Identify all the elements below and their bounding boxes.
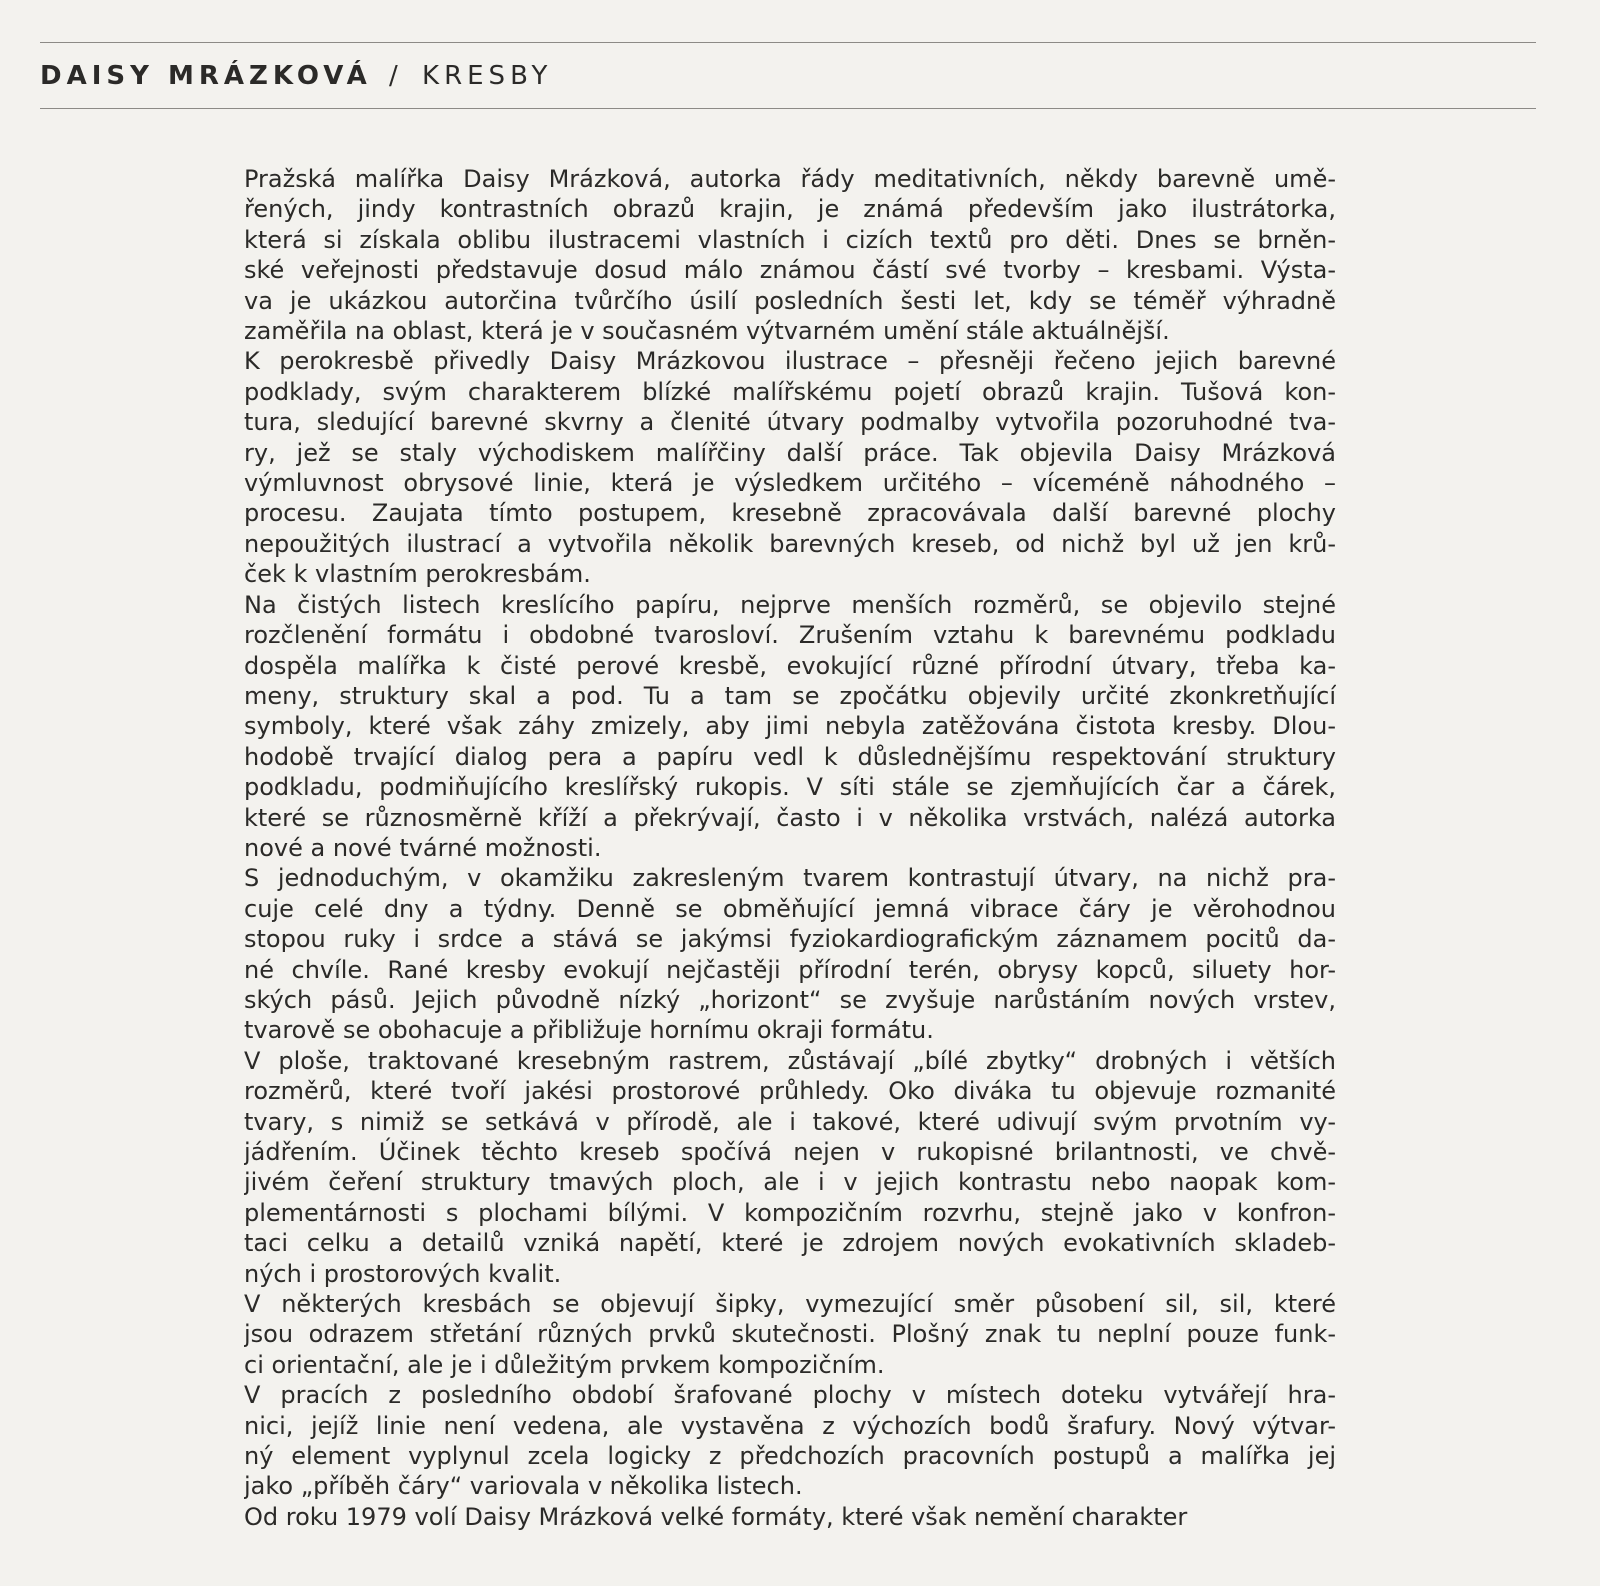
text-line: S jednoduchým, v okamžiku zakresleným tvarem kontrastují útvary, na nichž pra-: [244, 864, 1336, 893]
text-line: tvary, s nimiž se setkává v přírodě, ale i takové, které udivují svým prvotním vy-: [244, 1107, 1336, 1136]
text-line: podkladu, podmiňujícího kreslířský rukopis. V síti stále se zjemňujících čar a čárek,: [244, 773, 1336, 802]
text-line: ry, jež se staly východiskem malířčiny další práce. Tak objevila Daisy Mrázková: [244, 438, 1336, 467]
text-line: ných i prostorových kvalit.: [244, 1259, 562, 1288]
header-top-rule: [40, 42, 1536, 43]
text-line: jsou odrazem střetání různých prvků skutečnosti. Plošný znak tu neplní pouze funk-: [244, 1320, 1336, 1349]
text-line: výmluvnost obrysové linie, která je výsledkem určitého – víceméně náhodného –: [244, 469, 1336, 498]
text-line: dospěla malířka k čisté perové kresbě, evokující různé přírodní útvary, třeba ka-: [244, 651, 1336, 680]
text-line: řených, jindy kontrastních obrazů krajin, je známá především jako ilustrátorka,: [244, 195, 1336, 224]
paragraph: [244, 1046, 1336, 1289]
header-bottom-rule: [40, 108, 1536, 109]
text-line: symboly, které však záhy zmizely, aby jimi nebyla zatěžována čistota kresby. Dlou-: [244, 712, 1336, 741]
text-line: hodobě trvající dialog pera a papíru vedl k důslednějšímu respektování struktury: [244, 742, 1336, 771]
text-line: nici, jejíž linie není vedena, ale vystavěna z výchozích bodů šrafury. Nový výtvar-: [244, 1411, 1336, 1440]
text-line: ci orientační, ale je i důležitým prvkem kompozičním.: [244, 1350, 885, 1379]
header-separator: /: [388, 61, 403, 91]
text-line: zaměřila na oblast, která je v současném výtvarném umění stále aktuálnější.: [244, 317, 1170, 346]
text-line: tvarově se obohacuje a přibližuje hornímu okraji formátu.: [244, 1016, 934, 1045]
paragraph: [244, 1289, 1336, 1380]
text-line: procesu. Zaujata tímto postupem, kresebně zpracovávala další barevné plochy: [244, 499, 1336, 528]
text-line: V pracích z posledního období šrafované plochy v místech doteku vytvářejí hra-: [244, 1381, 1336, 1410]
text-line: rozměrů, které tvoří jakési prostorové průhledy. Oko diváka tu objevuje rozmanité: [244, 1077, 1336, 1106]
text-line: tura, sledující barevné skvrny a členité útvary podmalby vytvořila pozoruhodné tva-: [244, 408, 1336, 437]
header-author: DAISY MRÁZKOVÁ: [40, 61, 372, 91]
body-text: [244, 164, 1336, 1532]
text-line: ské veřejnosti představuje dosud málo známou částí své tvorby – kresbami. Výsta-: [244, 256, 1336, 285]
text-line: ských pásů. Jejich původně nízký „horizont“ se zvyšuje narůstáním nových vrstev,: [244, 985, 1336, 1014]
text-line: ček k vlastním perokresbám.: [244, 560, 591, 589]
text-line: va je ukázkou autorčina tvůrčího úsilí posledních šesti let, kdy se téměř výhradně: [244, 286, 1336, 315]
text-line: plementárnosti s plochami bílými. V kompozičním rozvrhu, stejně jako v konfron-: [244, 1198, 1336, 1227]
text-line: taci celku a detailů vzniká napětí, které je zdrojem nových evokativních skladeb-: [244, 1229, 1336, 1258]
paragraph: [244, 590, 1336, 864]
text-line: K perokresbě přivedly Daisy Mrázkovou ilustrace – přesněji řečeno jejich barevné: [244, 347, 1336, 376]
text-line: V ploše, traktované kresebným rastrem, zůstávají „bílé zbytky“ drobných i větších: [244, 1046, 1336, 1075]
text-line: ný element vyplynul zcela logicky z předchozích pracovních postupů a malířka jej: [244, 1442, 1336, 1471]
paragraph: [244, 863, 1336, 1045]
text-line: nepoužitých ilustrací a vytvořila několik barevných kreseb, od nichž byl už jen krů-: [244, 529, 1336, 558]
text-line: stopou ruky i srdce a stává se jakýmsi fyziokardiografickým záznamem pocitů da-: [244, 925, 1336, 954]
text-line: né chvíle. Rané kresby evokují nejčastěji přírodní terén, obrysy kopců, siluety hor-: [244, 955, 1336, 984]
text-line: Na čistých listech kreslícího papíru, nejprve menších rozměrů, se objevilo stejné: [244, 590, 1336, 619]
paragraph: [244, 346, 1336, 589]
paragraph: [244, 164, 1336, 346]
text-line: které se různosměrně kříží a překrývají, často i v několika vrstvách, nalézá autorka: [244, 803, 1336, 832]
page-header: [40, 60, 552, 92]
paragraph: [244, 1380, 1336, 1502]
text-line: rozčlenění formátu i obdobné tvarosloví. Zrušením vztahu k barevnému podkladu: [244, 621, 1336, 650]
text-line: Pražská malířka Daisy Mrázková, autorka řády meditativních, někdy barevně umě-: [244, 165, 1336, 193]
text-line: která si získala oblibu ilustracemi vlastních i cizích textů pro děti. Dnes se brněn-: [244, 225, 1336, 254]
header-title: KRESBY: [422, 61, 553, 91]
text-line: nové a nové tvárné možnosti.: [244, 833, 602, 862]
text-line: meny, struktury skal a pod. Tu a tam se zpočátku objevily určité zkonkretňující: [244, 681, 1336, 710]
text-line: Od roku 1979 volí Daisy Mrázková velké formáty, které však nemění charakter: [244, 1502, 1188, 1531]
text-line: jádřením. Účinek těchto kreseb spočívá nejen v rukopisné brilantnosti, ve chvě-: [244, 1138, 1336, 1166]
text-line: podklady, svým charakterem blízké malířskému pojetí obrazů krajin. Tušová kon-: [244, 377, 1336, 406]
text-line: V některých kresbách se objevují šipky, vymezující směr působení sil, sil, které: [244, 1290, 1336, 1319]
paragraph: [244, 1502, 1336, 1532]
text-line: jivém čeření struktury tmavých ploch, ale i v jejich kontrastu nebo naopak kom-: [244, 1168, 1336, 1197]
text-line: jako „příběh čáry“ variovala v několika listech.: [244, 1472, 803, 1501]
text-line: cuje celé dny a týdny. Denně se obměňující jemná vibrace čáry je věrohodnou: [244, 894, 1336, 923]
